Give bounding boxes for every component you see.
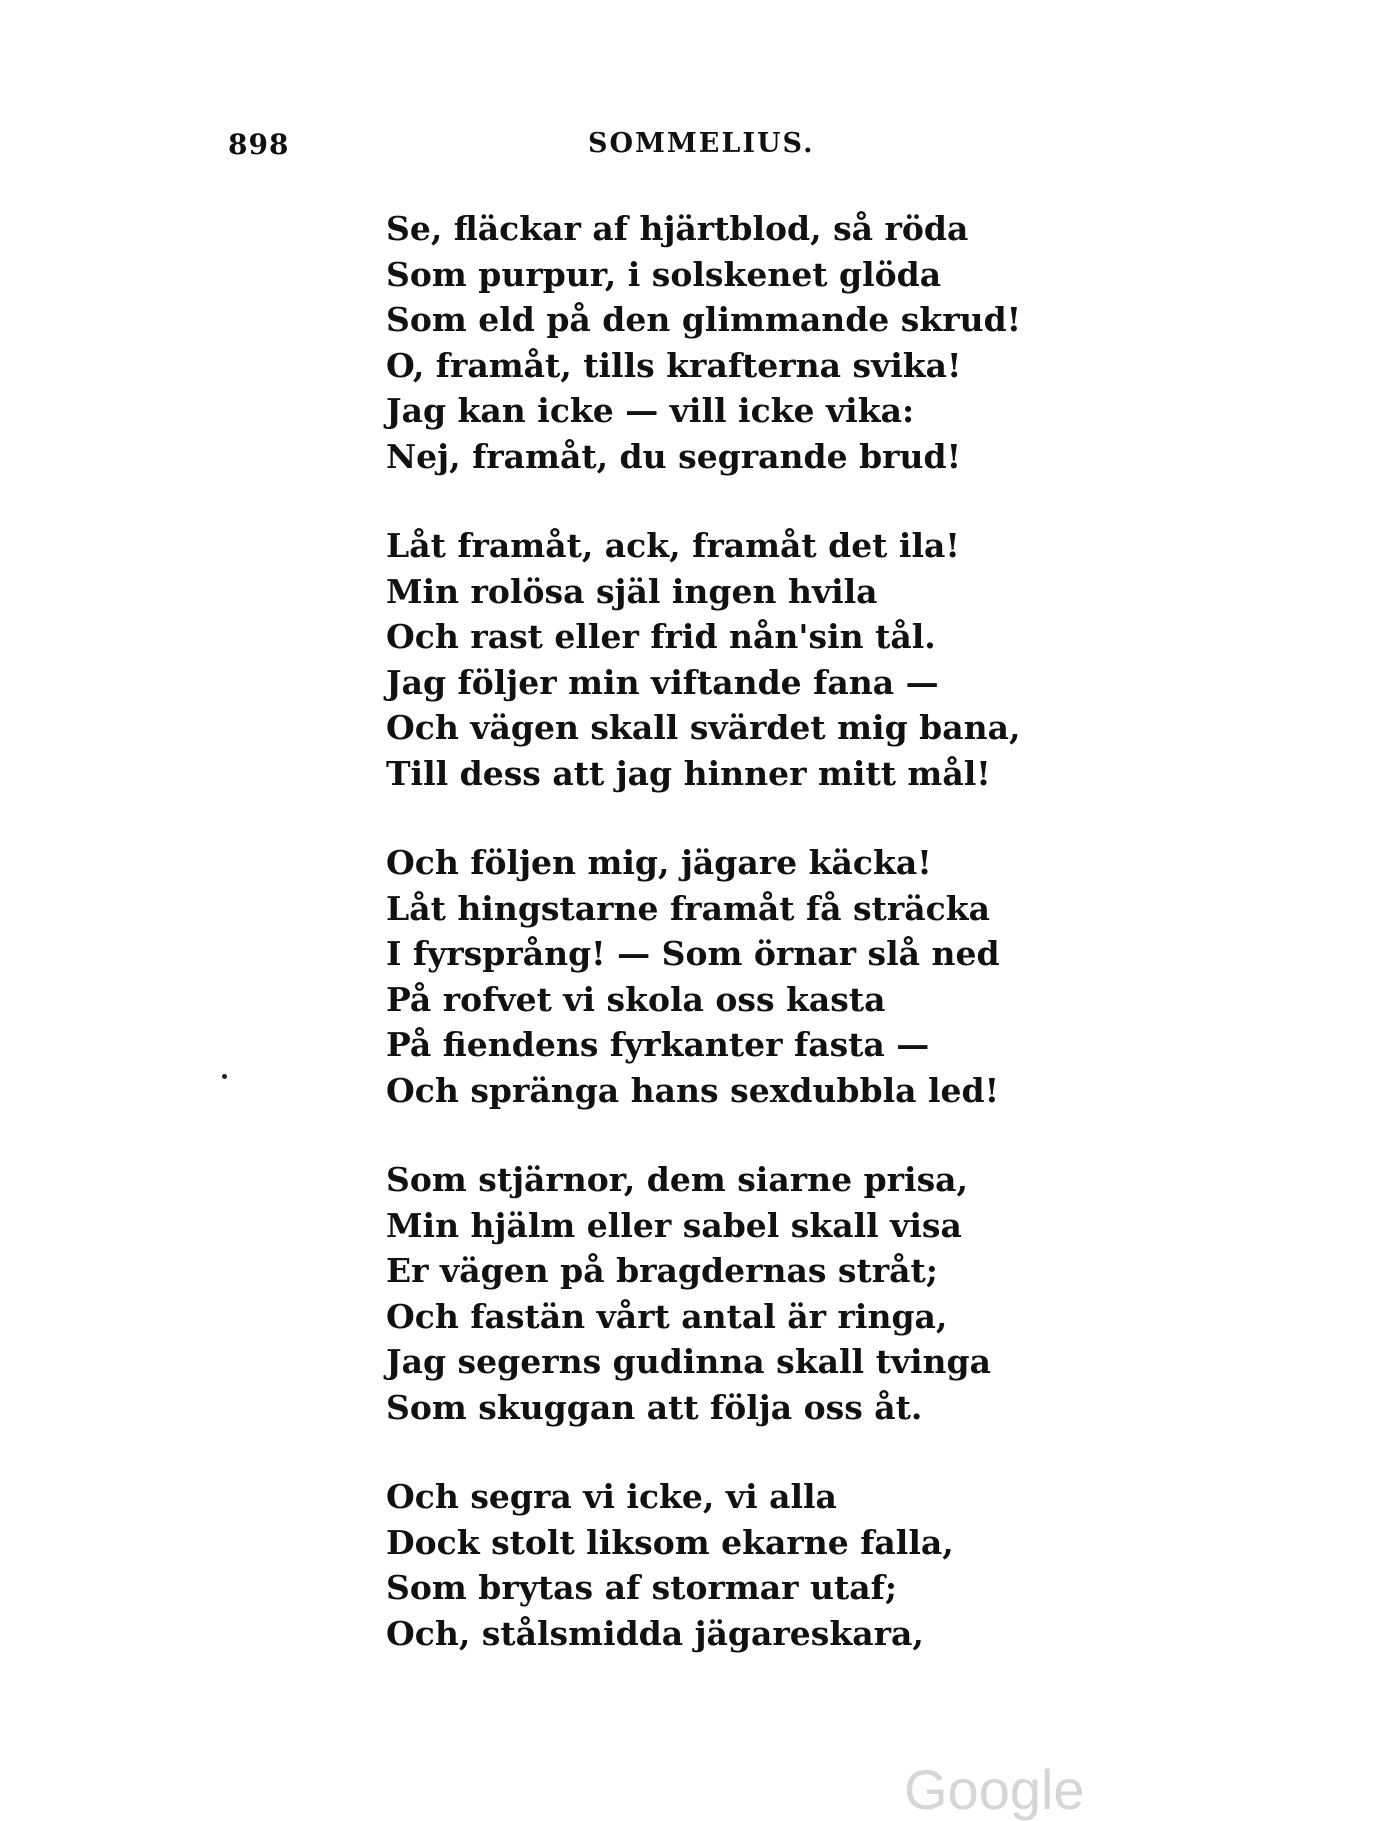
poem-line: Min hjälm eller sabel skall visa: [386, 1205, 962, 1245]
poem-line: Jag följer min viftande fana —: [386, 662, 939, 702]
poem-line: Som purpur, i solskenet glöda: [386, 254, 942, 294]
poem-line: På rofvet vi skola oss kasta: [386, 979, 886, 1019]
google-watermark: Google: [904, 1758, 1085, 1821]
poem-body: [386, 206, 1026, 1700]
poem-line: Och rast eller frid nån'sin tål.: [386, 617, 936, 656]
poem-line: Min rolösa själ ingen hvila: [386, 571, 878, 611]
stanza-2: [386, 523, 1026, 796]
poem-line: På fiendens fyrkanter fasta —: [386, 1025, 930, 1064]
poem-line: Er vägen på bragdernas stråt;: [386, 1251, 938, 1290]
stanza-3: [386, 840, 1026, 1113]
poem-line: Som brytas af stormar utaf;: [386, 1568, 898, 1607]
poem-line: Se, fläckar af hjärtblod, så röda: [386, 209, 969, 248]
running-head: SOMMELIUS.: [588, 128, 815, 159]
poem-line: Och följen mig, jägare käcka!: [386, 843, 932, 882]
poem-line: O, framåt, tills krafterna svika!: [386, 345, 962, 385]
poem-line: Dock stolt liksom ekarne falla,: [386, 1522, 954, 1562]
poem-line: Som eld på den glimmande skrud!: [386, 300, 1022, 339]
poem-line: Jag kan icke — vill icke vika:: [386, 391, 915, 430]
poem-line: Och vägen skall svärdet mig bana,: [386, 708, 1021, 747]
stanza-4: [386, 1157, 1026, 1430]
poem-line: Jag segerns gudinna skall tvinga: [386, 1342, 991, 1381]
stanza-5: [386, 1474, 1026, 1656]
poem-line: Och segra vi icke, vi alla: [386, 1477, 837, 1516]
poem-line: Låt framåt, ack, framåt det ila!: [386, 526, 960, 565]
poem-line: Låt hingstarne framåt få sträcka: [386, 888, 990, 928]
poem-line: Som stjärnor, dem siarne prisa,: [386, 1160, 969, 1199]
stanza-1: [386, 206, 1026, 479]
poem-line: Och, stålsmidda jägareskara,: [386, 1613, 924, 1653]
poem-line: I fyrsprång! — Som örnar slå ned: [386, 934, 1000, 973]
page-number: 898: [228, 128, 290, 161]
margin-mark: [222, 1074, 227, 1079]
poem-line: Till dess att jag hinner mitt mål!: [386, 753, 991, 793]
poem-line: Som skuggan att följa oss åt.: [386, 1387, 923, 1427]
poem-line: Nej, framåt, du segrande brud!: [386, 436, 962, 476]
poem-line: Och spränga hans sexdubbla led!: [386, 1070, 1000, 1110]
poem-line: Och fastän vårt antal är ringa,: [386, 1296, 948, 1336]
